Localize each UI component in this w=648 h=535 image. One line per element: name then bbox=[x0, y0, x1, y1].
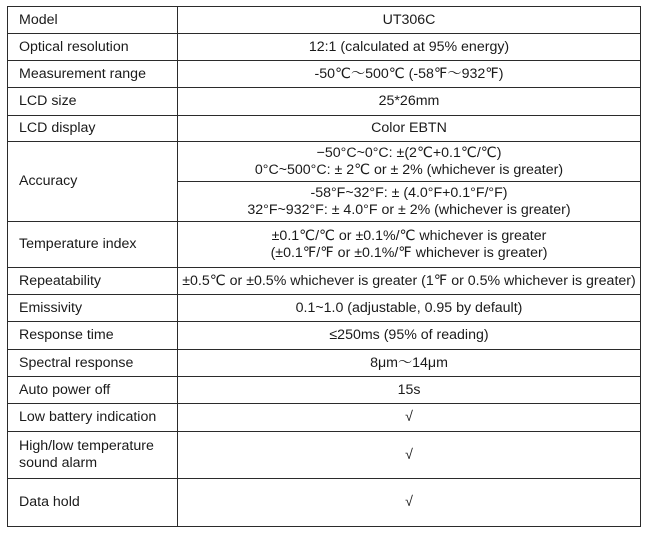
row-value-response-time: ≤250ms (95% of reading) bbox=[178, 322, 641, 350]
row-label-lcd-display: LCD display bbox=[8, 116, 178, 142]
row-value-high-low-temperature-alarm: √ bbox=[178, 432, 641, 479]
table-row bbox=[8, 322, 641, 350]
row-label-lcd-size: LCD size bbox=[8, 88, 178, 116]
row-value-data-hold: √ bbox=[178, 479, 641, 527]
row-label-high-low-temperature-alarm bbox=[8, 432, 178, 479]
row-label-accuracy: Accuracy bbox=[8, 142, 178, 222]
row-value-accuracy-fahrenheit bbox=[178, 182, 641, 222]
row-label-response-time: Response time bbox=[8, 322, 178, 350]
accuracy-celsius-line-2: 0°C~500°C: ± 2℃ or ± 2% (whichever is greater) bbox=[254, 161, 564, 178]
row-value-lcd-display: Color EBTN bbox=[178, 116, 641, 142]
row-label-data-hold: Data hold bbox=[8, 479, 178, 527]
table-row bbox=[8, 7, 641, 34]
table-row bbox=[8, 377, 641, 404]
row-value-measurement-range: -50℃～500℃ (-58℉～932℉) bbox=[178, 61, 641, 88]
row-label-measurement-range: Measurement range bbox=[8, 61, 178, 88]
row-label-model: Model bbox=[8, 7, 178, 34]
row-label-optical-resolution: Optical resolution bbox=[8, 34, 178, 61]
accuracy-celsius-line-1: −50°C~0°C: ±(2℃+0.1℃/℃) bbox=[316, 144, 502, 161]
table-row bbox=[8, 61, 641, 88]
specification-table bbox=[7, 6, 641, 527]
row-label-low-battery-indication: Low battery indication bbox=[8, 404, 178, 432]
row-label-auto-power-off: Auto power off bbox=[8, 377, 178, 404]
row-value-auto-power-off: 15s bbox=[178, 377, 641, 404]
table-row bbox=[8, 295, 641, 322]
row-value-low-battery-indication: √ bbox=[178, 404, 641, 432]
row-value-repeatability: ±0.5℃ or ±0.5% whichever is greater (1℉ or 0.5% whichever is greater) bbox=[178, 268, 641, 295]
row-label-temperature-index: Temperature index bbox=[8, 222, 178, 268]
temperature-index-line-1: ±0.1℃/℃ or ±0.1%/℃ whichever is greater bbox=[271, 227, 547, 244]
row-label-spectral-response: Spectral response bbox=[8, 350, 178, 377]
table-row bbox=[8, 432, 641, 479]
accuracy-fahrenheit-line-1: -58°F~32°F: ± (4.0°F+0.1°F/°F) bbox=[310, 184, 508, 201]
table-row bbox=[8, 222, 641, 268]
table-row bbox=[8, 350, 641, 377]
table-row bbox=[8, 88, 641, 116]
row-value-optical-resolution: 12:1 (calculated at 95% energy) bbox=[178, 34, 641, 61]
table-row bbox=[8, 268, 641, 295]
accuracy-fahrenheit-line-2: 32°F~932°F: ± 4.0°F or ± 2% (whichever is greater) bbox=[247, 201, 571, 218]
alarm-label-line-2: sound alarm bbox=[19, 455, 98, 471]
table-row bbox=[8, 116, 641, 142]
table-row bbox=[8, 404, 641, 432]
alarm-label-line-1: High/low temperature bbox=[19, 438, 154, 454]
temperature-index-line-2: (±0.1℉/℉ or ±0.1%/℉ whichever is greater) bbox=[270, 244, 548, 261]
row-value-spectral-response: 8μm～14μm bbox=[178, 350, 641, 377]
row-value-temperature-index bbox=[178, 222, 641, 268]
row-label-repeatability: Repeatability bbox=[8, 268, 178, 295]
table-row bbox=[8, 34, 641, 61]
row-value-emissivity: 0.1~1.0 (adjustable, 0.95 by default) bbox=[178, 295, 641, 322]
row-value-model: UT306C bbox=[178, 7, 641, 34]
table-row bbox=[8, 479, 641, 527]
row-value-accuracy-celsius bbox=[178, 142, 641, 182]
row-value-lcd-size: 25*26mm bbox=[178, 88, 641, 116]
table-row bbox=[8, 142, 641, 182]
row-label-emissivity: Emissivity bbox=[8, 295, 178, 322]
